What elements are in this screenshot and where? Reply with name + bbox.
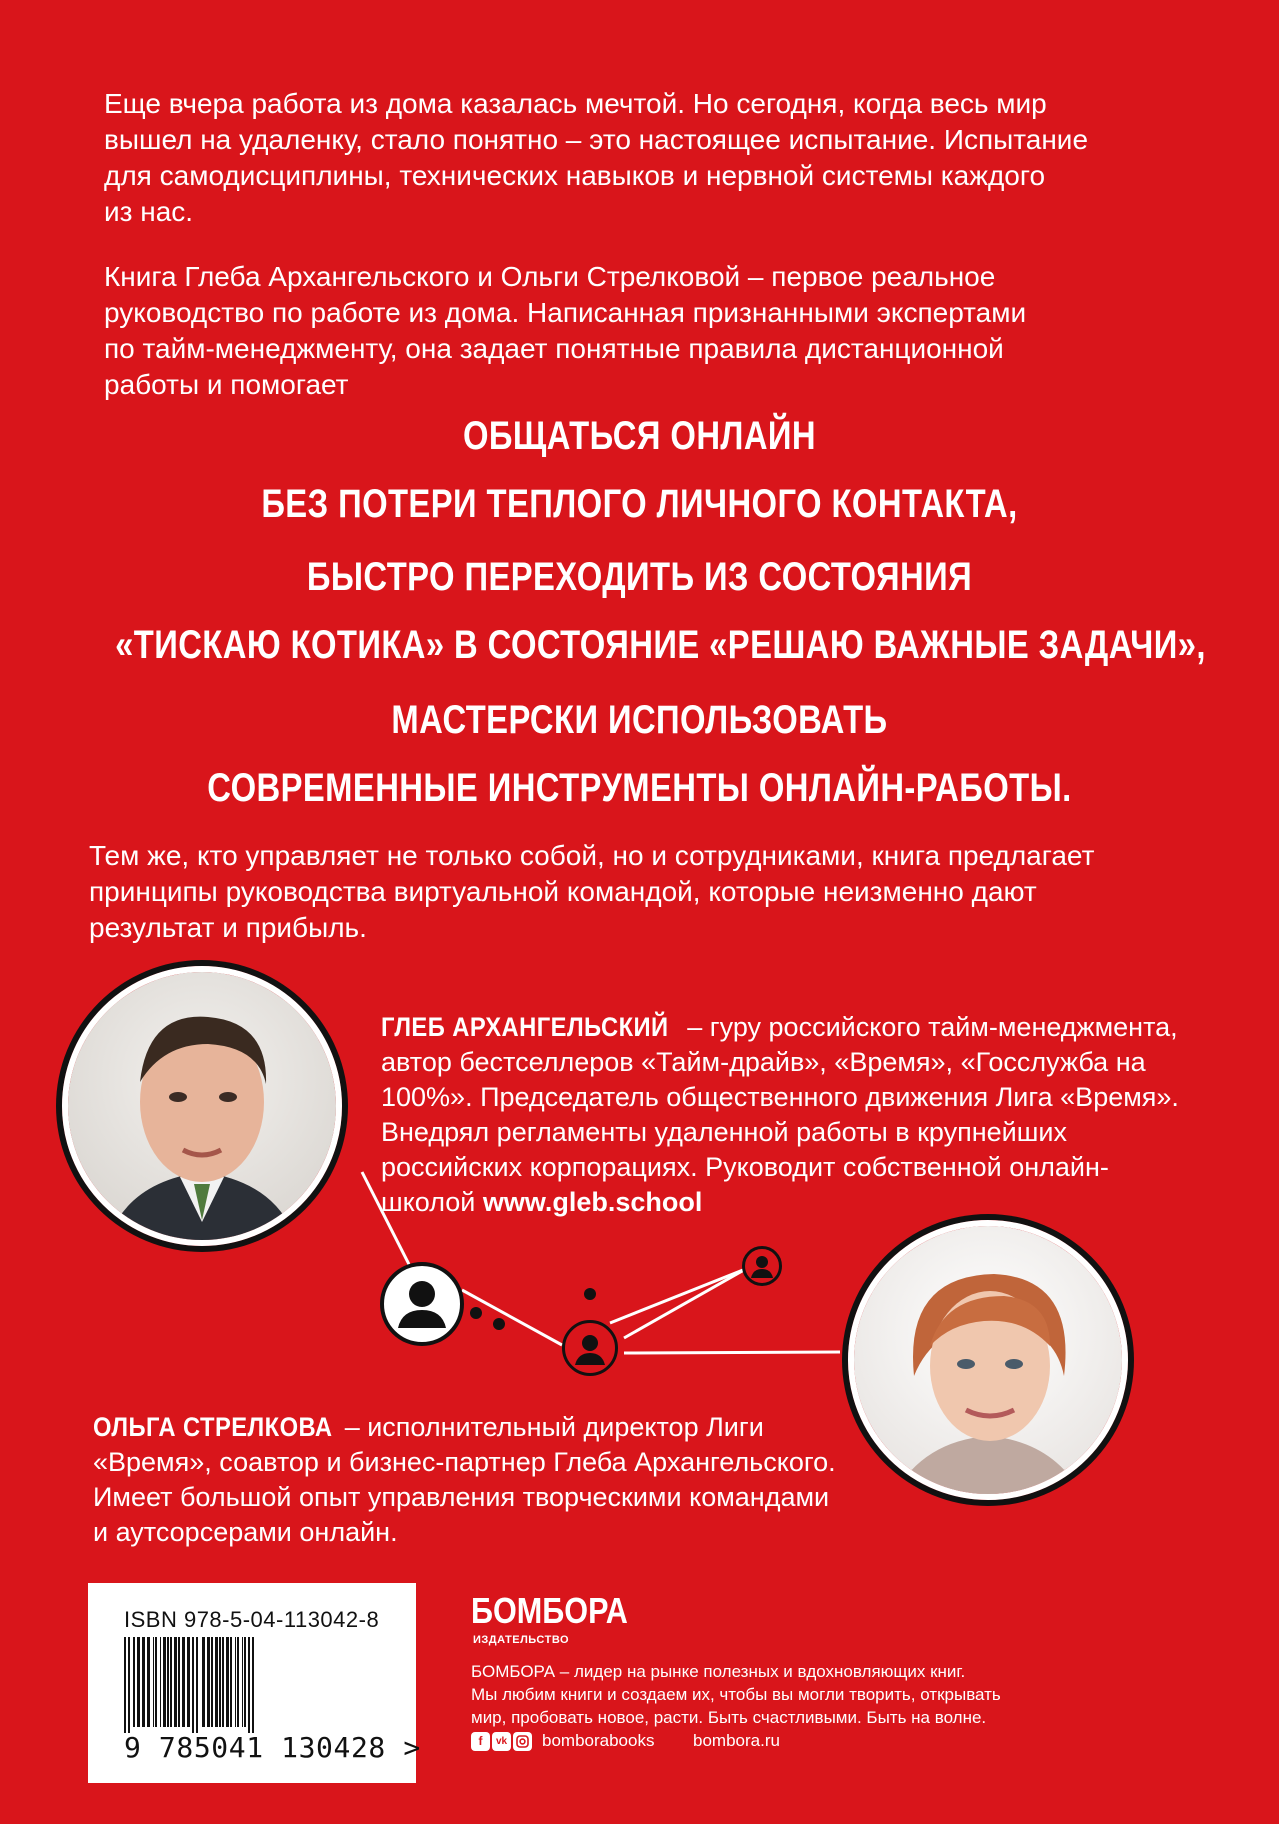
barcode-bar xyxy=(174,1637,177,1727)
barcode-bar xyxy=(147,1637,150,1727)
author1-bio-line: Внедрял регламенты удаленной работы в крупнейших xyxy=(381,1117,1068,1147)
intro-line: Еще вчера работа из дома казалась мечтой. Но сегодня, когда весь мир xyxy=(104,88,1047,119)
intro-line: руководство по работе из дома. Написанная признанными экспертами xyxy=(104,297,1027,328)
barcode-bar xyxy=(230,1637,232,1727)
headline-line: БЕЗ ПОТЕРИ ТЕПЛОГО ЛИЧНОГО КОНТАКТА, xyxy=(261,482,1018,526)
vk-icon[interactable]: vk xyxy=(492,1732,511,1751)
facebook-icon[interactable]: f xyxy=(471,1732,490,1751)
publisher-line: мир, пробовать новое, расти. Быть счастливыми. Быть на волне. xyxy=(471,1708,987,1727)
social-handle[interactable]: bomborabooks xyxy=(542,1731,655,1750)
barcode-bar xyxy=(226,1637,229,1727)
barcode-bar xyxy=(160,1637,161,1727)
barcode-bar xyxy=(222,1637,224,1727)
author2-bio-line: «Время», соавтор и бизнес-партнер Глеба Архангельского. xyxy=(93,1447,836,1477)
author1-photo xyxy=(62,966,342,1246)
barcode-bar xyxy=(187,1637,190,1727)
publisher-line: Мы любим книги и создаем их, чтобы вы могли творить, открывать xyxy=(471,1685,1001,1704)
headline-line: МАСТЕРСКИ ИСПОЛЬЗОВАТЬ xyxy=(391,698,888,742)
network-dot xyxy=(584,1288,596,1300)
barcode-bar xyxy=(178,1637,180,1727)
publisher-line: БОМБОРА – лидер на рынке полезных и вдохновляющих книг. xyxy=(471,1662,966,1681)
closing-line: результат и прибыль. xyxy=(89,912,367,943)
barcode-bar xyxy=(163,1637,166,1727)
publisher-logo: БОМБОРА xyxy=(471,1590,628,1631)
portrait-woman xyxy=(854,1226,1122,1494)
author1-bio-line: автор бестселлеров «Тайм-драйв», «Время», «Госслужба на xyxy=(381,1047,1146,1077)
intro-line: из нас. xyxy=(104,196,194,227)
intro-line: работы и помогает xyxy=(104,369,349,400)
intro-line: по тайм-менеджменту, она задает понятные правила дистанционной xyxy=(104,333,1004,364)
barcode-bar xyxy=(237,1637,239,1727)
barcode-digits: 9 785041 130428 > xyxy=(124,1731,421,1764)
barcode-bar xyxy=(167,1637,169,1727)
closing-line: Тем же, кто управляет не только собой, но и сотрудниками, книга предлагает xyxy=(89,840,1095,871)
barcode-bar xyxy=(248,1637,250,1733)
person-icon xyxy=(565,1323,615,1373)
author1-bio xyxy=(381,1010,1179,1220)
network-node-small xyxy=(742,1246,782,1286)
intro-line: Книга Глеба Архангельского и Ольги Стрелковой – первое реальное xyxy=(104,261,996,292)
headline-line: СОВРЕМЕННЫЕ ИНСТРУМЕНТЫ ОНЛАЙН-РАБОТЫ. xyxy=(207,766,1072,810)
author1-school-label: школой xyxy=(381,1187,483,1217)
headline-line: БЫСТРО ПЕРЕХОДИТЬ ИЗ СОСТОЯНИЯ xyxy=(306,555,973,599)
author1-bio-line: российских корпорациях. Руководит собственной онлайн- xyxy=(381,1152,1109,1182)
barcode-bar xyxy=(137,1637,140,1727)
person-icon xyxy=(384,1266,460,1342)
publisher-website[interactable]: bombora.ru xyxy=(693,1731,780,1750)
author1-bio-last-line xyxy=(381,1185,1179,1220)
network-node-medium xyxy=(562,1320,618,1376)
barcode-bar xyxy=(170,1637,172,1727)
barcode-bar xyxy=(207,1637,210,1727)
barcode-bar xyxy=(242,1637,243,1727)
instagram-icon[interactable] xyxy=(513,1732,532,1751)
author1-title: – гуру российского тайм-менеджмента, xyxy=(679,1012,1178,1042)
social-links xyxy=(471,1731,654,1751)
closing-line: принципы руководства виртуальной командой, которые неизменно дают xyxy=(89,876,1037,907)
barcode-icon xyxy=(124,1637,384,1733)
barcode-bar xyxy=(219,1637,221,1727)
author1-website-link[interactable]: www.gleb.school xyxy=(482,1187,703,1217)
author2-name: ОЛЬГА СТРЕЛКОВА xyxy=(93,1412,333,1442)
author2-bio-line: Имеет большой опыт управления творческими командами xyxy=(93,1482,830,1512)
barcode-bar xyxy=(192,1637,194,1733)
network-dot xyxy=(470,1307,482,1319)
barcode-bar xyxy=(124,1637,126,1733)
headline-line: ОБЩАТЬСЯ ОНЛАЙН xyxy=(462,414,817,458)
barcode-bar xyxy=(252,1637,254,1733)
author2-bio-line: и аутсорсерами онлайн. xyxy=(93,1517,398,1547)
author1-name: ГЛЕБ АРХАНГЕЛЬСКИЙ xyxy=(381,1012,669,1042)
author2-photo xyxy=(848,1220,1128,1500)
barcode-bar xyxy=(133,1637,135,1727)
barcode-bar xyxy=(155,1637,157,1727)
author2-bio xyxy=(93,1410,836,1550)
barcode-bar xyxy=(211,1637,213,1727)
barcode-bar xyxy=(202,1637,205,1727)
barcode-box xyxy=(88,1583,421,1783)
network-node-large xyxy=(380,1262,464,1346)
barcode-bar xyxy=(215,1637,218,1727)
barcode-bar xyxy=(244,1637,246,1727)
intro-line: для самодисциплины, технических навыков и нервной системы каждого xyxy=(104,160,1046,191)
intro-line: вышел на удаленку, стало понятно – это настоящее испытание. Испытание xyxy=(104,124,1089,155)
barcode-bar xyxy=(235,1637,236,1727)
headline-line: «ТИСКАЮ КОТИКА» В СОСТОЯНИЕ «РЕШАЮ ВАЖНЫЕ ЗАДАЧИ», xyxy=(115,623,1206,667)
author1-bio-line: 100%». Председатель общественного движения Лига «Время». xyxy=(381,1082,1179,1112)
barcode-bar xyxy=(128,1637,130,1733)
author2-title: – исполнительный директор Лиги xyxy=(337,1412,764,1442)
network-dot xyxy=(493,1318,505,1330)
barcode-bar xyxy=(142,1637,145,1727)
portrait-man xyxy=(68,972,336,1240)
author2-bio-first-line xyxy=(93,1410,836,1445)
publisher-description xyxy=(471,1660,1001,1729)
person-icon xyxy=(745,1249,779,1283)
publisher-sublabel: ИЗДАТЕЛЬСТВО xyxy=(473,1634,570,1646)
barcode-bar xyxy=(196,1637,198,1733)
isbn-number: ISBN 978-5-04-113042-8 xyxy=(124,1607,380,1632)
author1-bio-first-line xyxy=(381,1010,1179,1045)
barcode-bar xyxy=(182,1637,185,1727)
barcode-bar xyxy=(153,1637,154,1727)
